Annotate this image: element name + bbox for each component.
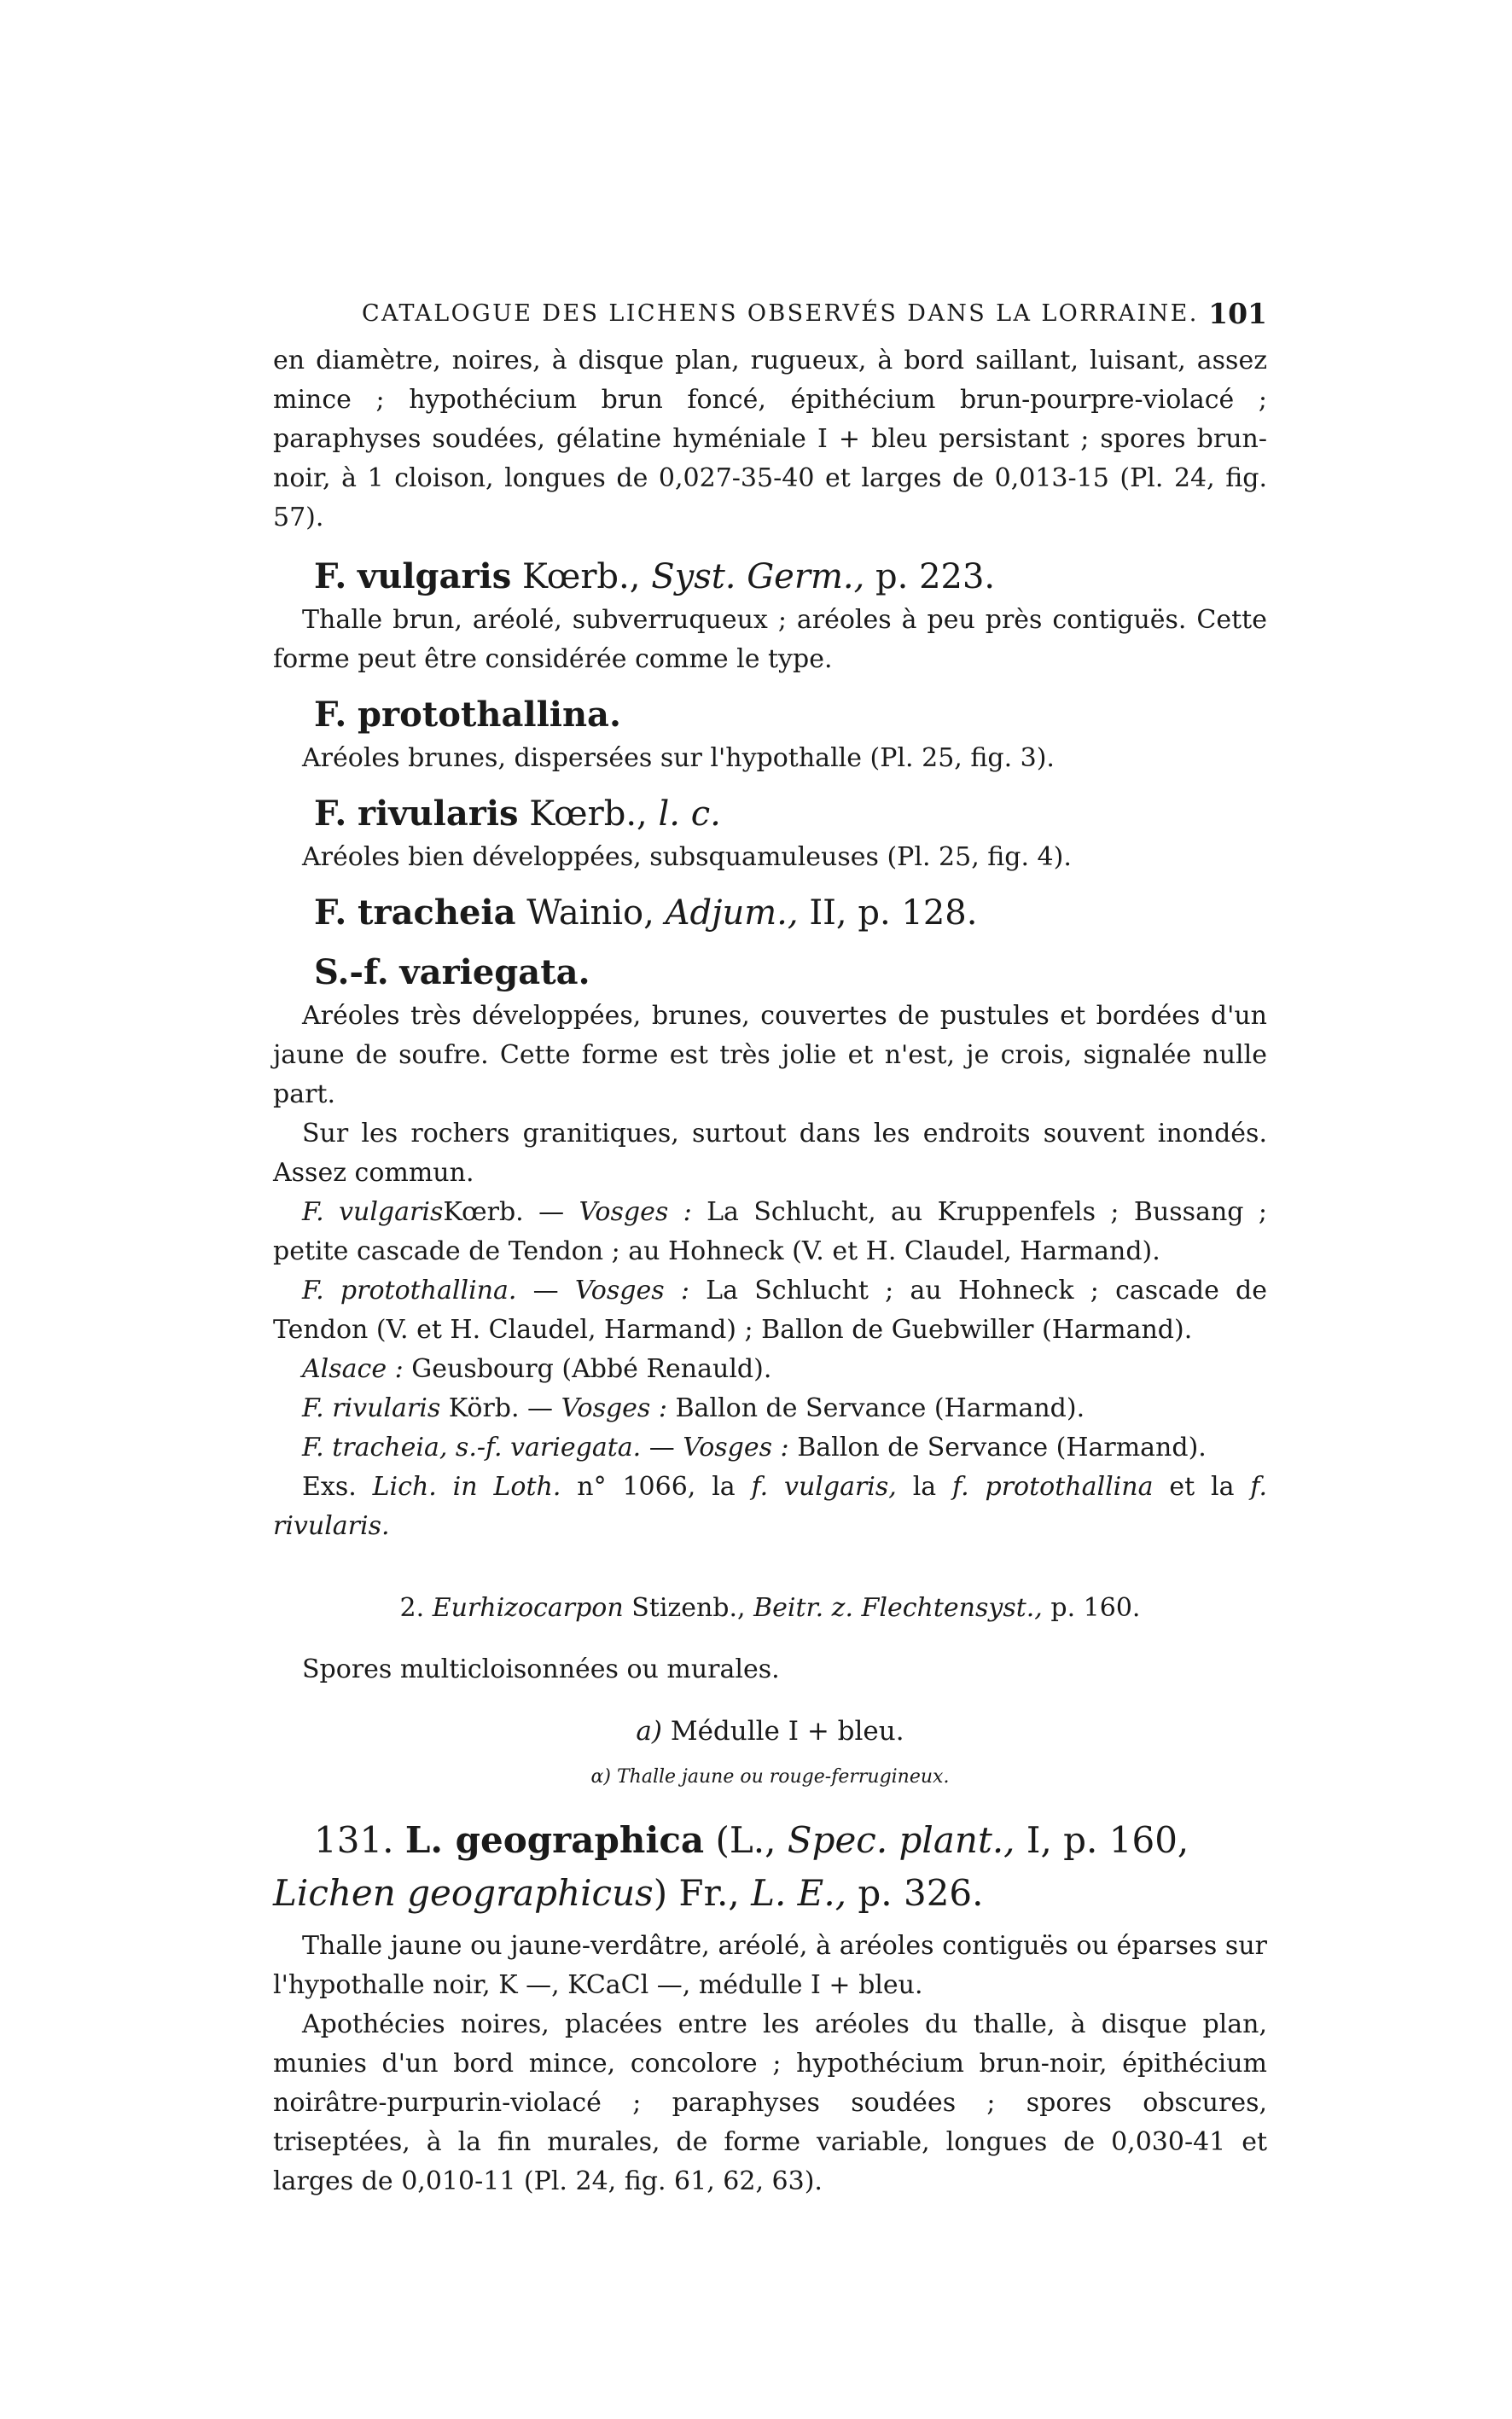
form-name: tracheia xyxy=(358,893,516,933)
spores-line: Spores multicloisonnées ou murales. xyxy=(302,1654,780,1684)
page-number: 101 xyxy=(1208,297,1267,330)
species-number: 131. xyxy=(314,1819,394,1861)
locality-places: Geusbourg (Abbé Renauld). xyxy=(403,1354,772,1384)
section-page: p. 160. xyxy=(1042,1593,1141,1623)
section-heading xyxy=(273,1589,1267,1628)
running-title: CATALOGUE DES LICHENS OBSERVÉS DANS LA LORRAINE. xyxy=(362,300,1199,327)
locality-line xyxy=(273,1193,1267,1271)
locality-author: Kœrb. — xyxy=(443,1197,579,1227)
form-ref: l. c. xyxy=(658,794,721,834)
subdivision-letter: α) xyxy=(590,1766,611,1788)
locality-line xyxy=(273,1428,1267,1468)
subdivision-a xyxy=(273,1712,1267,1751)
form-text-vulgaris: Thalle brun, aréolé, subverruqueux ; aréoles à peu près contiguës. Cette forme peut être considérée comme le type. xyxy=(273,605,1267,674)
subdivision-letter: a) xyxy=(636,1716,662,1747)
exsiccata-lead: Exs. xyxy=(302,1472,373,1502)
section-number: 2. xyxy=(399,1593,425,1623)
locality-label: F. protothallina. xyxy=(302,1276,517,1305)
species-apothecia-text: Apothécies noires, placées entre les aréoles du thalle, à disque plan, munies d'un bord mince, concolore ; hypothécium brun-noir, épithécium noirâtre-purpurin-violacé ; paraphyses soudées ; spores obscures, triseptées, à la fin murales, de forme variable, longues de 0,030-41 et larges de 0,010-11 (Pl. 24, fig. 61, 62, 63). xyxy=(273,2009,1267,2196)
exsiccata-join: la xyxy=(896,1472,953,1502)
species-author: (L., xyxy=(704,1819,788,1861)
running-head xyxy=(273,297,1267,334)
locality-label: F. vulgaris xyxy=(302,1197,444,1227)
form-work: Syst. Germ., xyxy=(651,557,865,596)
subform-heading-variegata xyxy=(314,949,1267,997)
form-page: II, p. 128. xyxy=(809,893,978,933)
locality-region: Vosges : xyxy=(561,1393,667,1423)
locality-author: Körb. — xyxy=(440,1393,561,1423)
form-heading-tracheia xyxy=(314,889,1267,937)
species-heading-131 xyxy=(273,1814,1267,1920)
exsiccata-form: f. rivularis. xyxy=(273,1472,1267,1541)
form-prefix: F. xyxy=(314,695,347,735)
section-genus: Eurhizocarpon xyxy=(432,1593,624,1623)
form-text-rivularis: Aréoles bien développées, subsquamuleuses (Pl. 25, fig. 4). xyxy=(302,842,1072,872)
form-author: Kœrb., xyxy=(529,794,648,834)
subdivision-text: Médulle I + bleu. xyxy=(661,1716,904,1747)
form-prefix: F. xyxy=(314,893,347,933)
form-name: vulgaris xyxy=(358,556,512,596)
section-author: Stizenb., xyxy=(623,1593,754,1623)
subform-name: variegata. xyxy=(399,952,590,992)
species-work2: L. E., xyxy=(751,1872,847,1914)
subdivision-alpha xyxy=(273,1763,1267,1792)
form-page: p. 223. xyxy=(875,557,996,596)
subdivision-text: Thalle jaune ou rouge-ferrugineux. xyxy=(611,1766,950,1788)
locality-places: Ballon de Servance (Harmand). xyxy=(666,1393,1085,1423)
form-work: Adjum., xyxy=(665,893,799,933)
locality-line xyxy=(273,1350,1267,1389)
form-heading-rivularis xyxy=(314,790,1267,838)
locality-places: La Schlucht ; au Hohneck ; cascade de Tendon (V. et H. Claudel, Harmand) ; Ballon de Guebwiller (Harmand). xyxy=(273,1276,1268,1345)
exsiccata-line xyxy=(273,1468,1267,1546)
locality-label: F. rivularis xyxy=(302,1393,441,1423)
subform-prefix: S.-f. xyxy=(314,952,389,992)
locality-region: Vosges : xyxy=(579,1197,692,1227)
form-heading-vulgaris xyxy=(314,553,1267,601)
form-text-protothallina: Aréoles brunes, dispersées sur l'hypothalle (Pl. 25, fig. 3). xyxy=(302,743,1055,773)
page xyxy=(273,297,1267,2201)
locality-region: Vosges : xyxy=(574,1276,689,1305)
exsiccata-series: Lich. in Loth. xyxy=(372,1472,561,1502)
exsiccata-form: f. vulgaris, xyxy=(751,1472,897,1502)
form-heading-protothallina xyxy=(314,691,1267,739)
locality-author: — xyxy=(516,1276,575,1305)
species-name: L. geographica xyxy=(404,1819,705,1861)
habitat-text: Sur les rochers granitiques, surtout dans les endroits souvent inondés. Assez commun. xyxy=(273,1119,1267,1188)
locality-label: F. tracheia, s.-f. variegata. xyxy=(302,1433,642,1462)
form-prefix: F. xyxy=(314,794,347,834)
species-work: Spec. plant., xyxy=(787,1819,1015,1861)
exsiccata-form: f. protothallina xyxy=(952,1472,1154,1502)
species-page2: p. 326. xyxy=(846,1872,984,1914)
section-work: Beitr. z. Flechtensyst., xyxy=(753,1593,1043,1623)
species-page: I, p. 160, xyxy=(1015,1819,1189,1861)
locality-label: Alsace : xyxy=(302,1354,404,1384)
subform-text-variegata: Aréoles très développées, brunes, couvertes de pustules et bordées d'un jaune de soufre. Cette forme est très jolie et n'est, je crois, signalée nulle part. xyxy=(273,1001,1267,1109)
locality-places: La Schlucht, au Kruppenfels ; Bussang ; petite cascade de Tendon ; au Hohneck (V. et H. Claudel, Harmand). xyxy=(273,1197,1267,1266)
form-name: rivularis xyxy=(358,794,519,834)
species-author2: ) Fr., xyxy=(653,1872,752,1914)
exsiccata-join: et la xyxy=(1153,1472,1251,1502)
locality-region: Vosges : xyxy=(683,1433,789,1462)
locality-line xyxy=(273,1271,1267,1350)
species-thallus-text: Thalle jaune ou jaune-verdâtre, aréolé, à aréoles contiguës ou éparses sur l'hypothalle noir, K —, KCaCl —, médulle I + bleu. xyxy=(273,1931,1267,2000)
form-author: Kœrb., xyxy=(521,557,641,596)
intro-paragraph: en diamètre, noires, à disque plan, rugueux, à bord saillant, luisant, assez mince ; hypothécium brun foncé, épithécium brun-pourpre-violacé ; paraphyses soudées, gélatine hyméniale I + bleu persistant ; spores brun-noir, à 1 cloison, longues de 0,027-35-40 et larges de 0,013-15 (Pl. 24, fig. 57). xyxy=(273,346,1267,532)
form-prefix: F. xyxy=(314,556,347,596)
species-synonym: Lichen geographicus xyxy=(273,1872,654,1914)
form-name: protothallina. xyxy=(358,695,621,735)
form-author: Wainio, xyxy=(526,893,654,933)
locality-line xyxy=(273,1389,1267,1428)
locality-author: — xyxy=(641,1433,683,1462)
locality-places: Ballon de Servance (Harmand). xyxy=(788,1433,1207,1462)
exsiccata-number: n° 1066, la xyxy=(561,1472,752,1502)
